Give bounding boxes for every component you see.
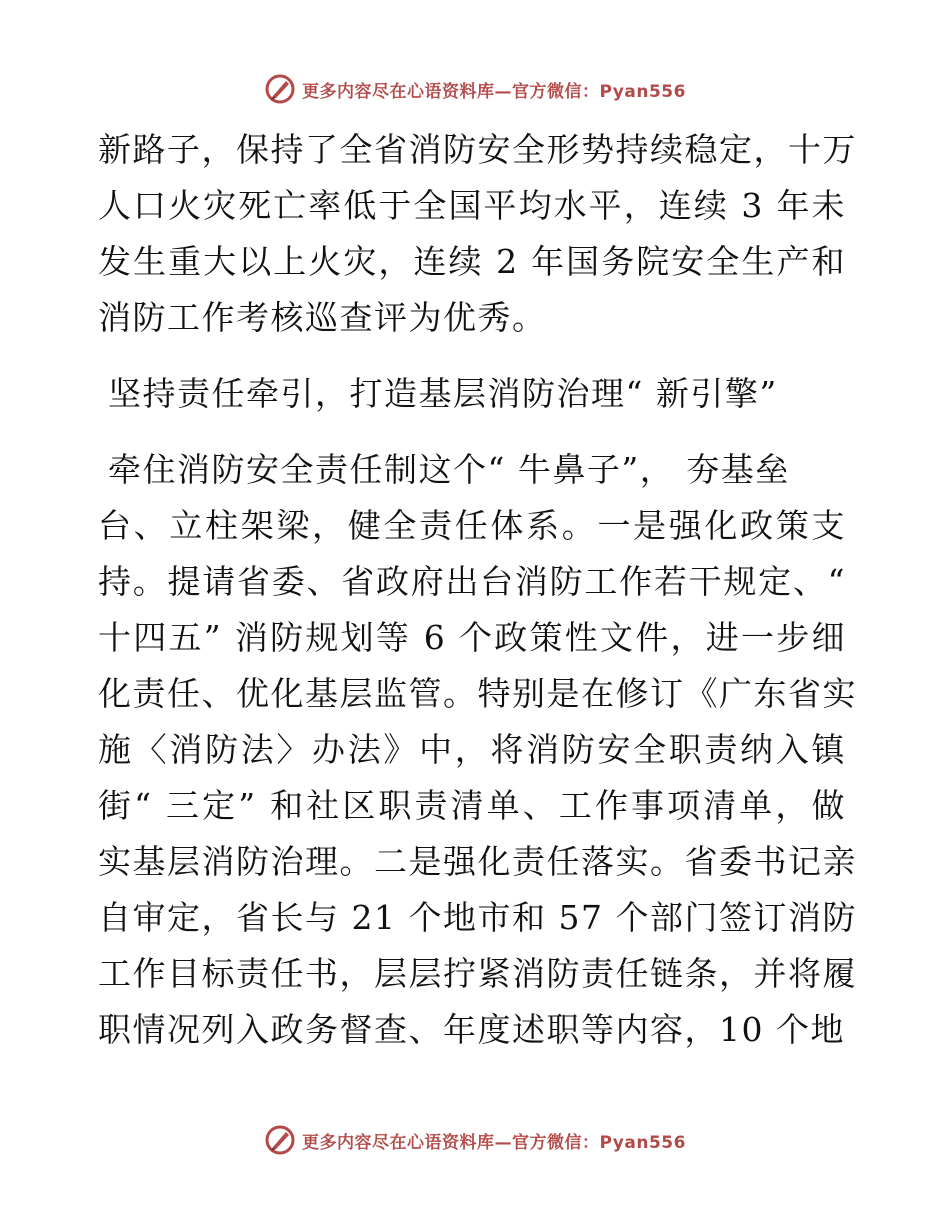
text-line: 自审定，省长与 21 个地市和 57 个部门签订消防 [98,898,857,937]
text-line: 街“ 三定” 和社区职责清单、工作事项清单，做 [98,786,846,825]
text-line: 牵住消防安全责任制这个“ 牛鼻子”， 夯基垒 [108,450,790,489]
section-heading: 坚持责任牵引，打造基层消防治理“ 新引擎” [108,374,778,413]
text-line: 实基层消防治理。二是强化责任落实。省委书记亲 [98,842,857,881]
paragraph-1 [98,122,858,346]
text-line: 发生重大以上火灾，连续 2 年国务院安全生产和 [98,242,846,281]
text-line: 持。提请省委、省政府出台消防工作若干规定、“ [98,562,846,601]
paragraph-2-continued [98,498,858,1058]
pen-logo-icon [264,73,296,105]
text-line: 消防工作考核巡查评为优秀。 [98,298,547,337]
text-line: 职情况列入政务督查、年度述职等内容，10 个地 [98,1010,845,1049]
text-line: 台、立柱架梁，健全责任体系。一是强化政策支 [98,506,846,545]
document-body [98,122,858,1058]
text-line: 工作目标责任书，层层拧紧消防责任链条，并将履 [98,954,857,993]
header-watermark [0,72,950,106]
watermark-text: 更多内容尽在心语资料库—官方微信：Pyan556 [302,81,686,102]
text-line: 新路子，保持了全省消防安全形势持续稳定，十万 [98,130,857,169]
text-line: 人口火灾死亡率低于全国平均水平，连续 3 年未 [98,186,846,225]
text-line: 十四五” 消防规划等 6 个政策性文件，进一步细 [98,618,846,657]
pen-logo-icon [264,1124,296,1156]
text-line: 化责任、优化基层监管。特别是在修订《广东省实 [98,674,857,713]
text-line: 施〈消防法〉办法》中，将消防安全职责纳入镇 [98,730,846,769]
paragraph-2 [98,442,858,498]
watermark-text: 更多内容尽在心语资料库—官方微信：Pyan556 [302,1132,686,1153]
footer-watermark [0,1123,950,1157]
